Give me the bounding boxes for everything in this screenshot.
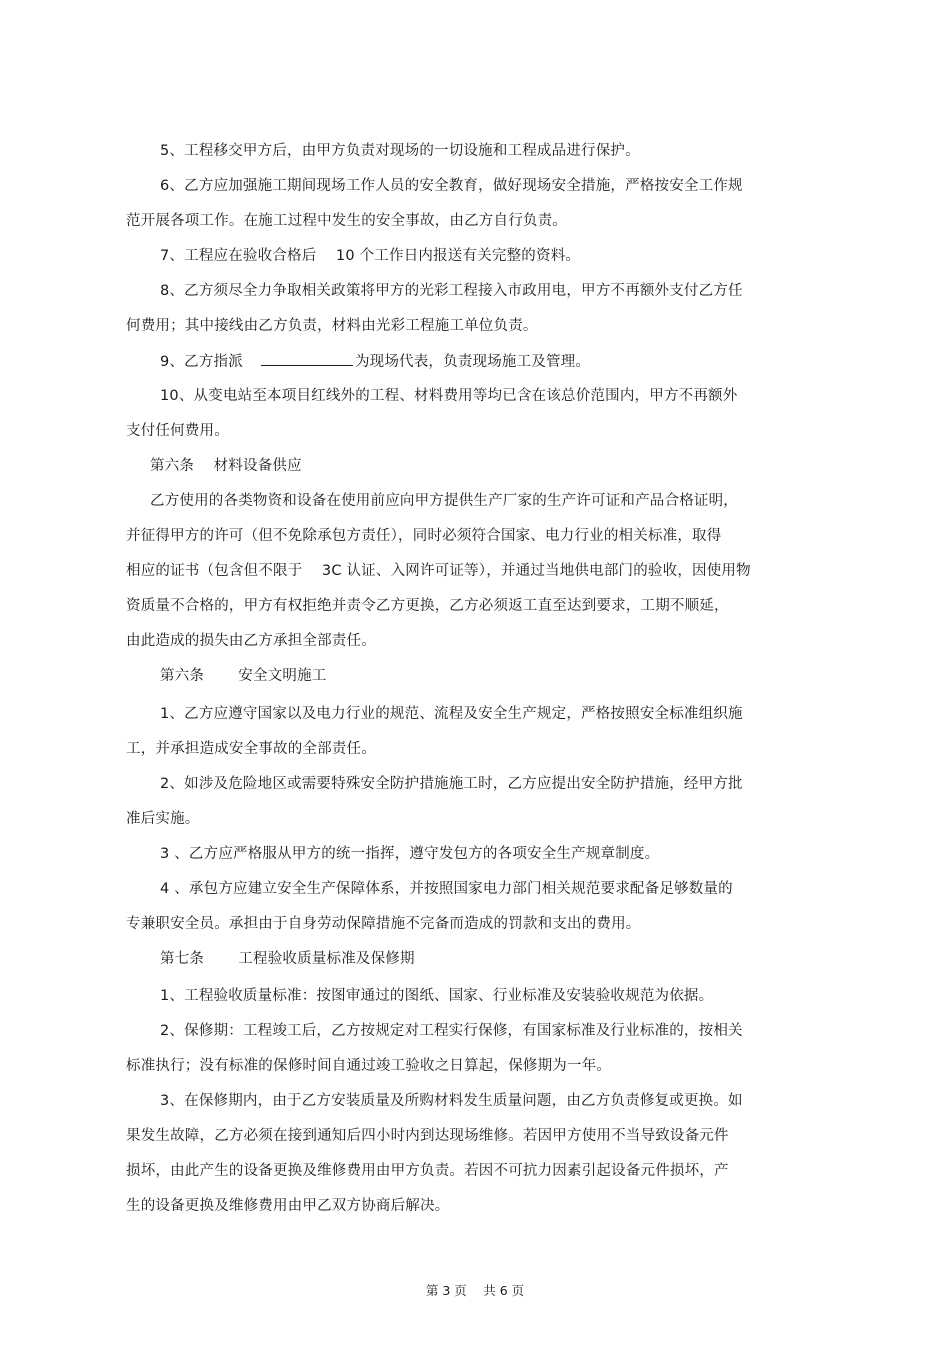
acceptance-item-3-line-1: 3、在保修期内，由于乙方安装质量及所购材料发生质量问题，由乙方负责修复或更换。如	[160, 1093, 743, 1109]
clause-8-line-1: 8、乙方须尽全力争取相关政策将甲方的光彩工程接入市政用电，甲方不再额外支付乙方任	[160, 283, 743, 299]
safety-item-4-line-2: 专兼职安全员。承担由于自身劳动保障措施不完备而造成的罚款和支出的费用。	[126, 916, 641, 932]
acceptance-item-3-line-3: 损坏，由此产生的设备更换及维修费用由甲方负责。若因不可抗力因素引起设备元件损坏，产	[126, 1163, 729, 1179]
clause-7-line: 7、工程应在验收合格后 10 个工作日内报送有关完整的资料。	[160, 248, 581, 264]
safety-item-2-line-2: 准后实施。	[126, 811, 200, 827]
safety-item-2-line-1: 2、如涉及危险地区或需要特殊安全防护措施施工时，乙方应提出安全防护措施，经甲方批	[160, 776, 743, 792]
page-footer	[0, 1282, 950, 1300]
article-heading-safety: 第六条 安全文明施工	[160, 668, 327, 684]
materials-para-line-1: 乙方使用的各类物资和设备在使用前应向甲方提供生产厂家的生产许可证和产品合格证明，	[150, 493, 738, 509]
page-number-label: 第 3 页 共 6 页	[425, 1283, 525, 1298]
clause-8-line-2: 何费用；其中接线由乙方负责，材料由光彩工程施工单位负责。	[126, 318, 538, 334]
materials-para-line-2: 并征得甲方的许可（但不免除承包方责任），同时必须符合国家、电力行业的相关标准，取得	[126, 528, 722, 544]
safety-item-1-line-2: 工，并承担造成安全事故的全部责任。	[126, 741, 376, 757]
clause-9-prefix: 9、乙方指派	[160, 354, 243, 370]
acceptance-item-3-line-2: 果发生故障，乙方必须在接到通知后四小时内到达现场维修。若因甲方使用不当导致设备元件	[126, 1128, 729, 1144]
materials-para-line-5: 由此造成的损失由乙方承担全部责任。	[126, 633, 376, 649]
safety-item-1-line-1: 1、乙方应遵守国家以及电力行业的规范、流程及安全生产规定，严格按照安全标准组织施	[160, 706, 743, 722]
materials-para-line-3: 相应的证书（包含但不限于 3C 认证、入网许可证等），并通过当地供电部门的验收，因使用物	[126, 563, 751, 579]
representative-blank-field[interactable]	[261, 351, 353, 366]
acceptance-item-2-line-2: 标准执行；没有标准的保修时间自通过竣工验收之日算起，保修期为一年。	[126, 1058, 612, 1074]
clause-5-line: 5、工程移交甲方后，由甲方负责对现场的一切设施和工程成品进行保护。	[160, 143, 640, 159]
acceptance-item-1-line: 1、工程验收质量标准：按图审通过的图纸、国家、行业标准及安装验收规范为依据。	[160, 988, 714, 1004]
safety-item-4-line-1: 4 、承包方应建立安全生产保障体系，并按照国家电力部门相关规范要求配备足够数量的	[160, 881, 733, 897]
clause-9-suffix: 为现场代表，负责现场施工及管理。	[354, 354, 591, 370]
clause-9-line	[160, 351, 590, 372]
clause-10-line-2: 支付任何费用。	[126, 423, 229, 439]
clause-10-line-1: 10、从变电站至本项目红线外的工程、材料费用等均已含在该总价范围内，甲方不再额外	[160, 388, 738, 404]
safety-item-3-line: 3 、乙方应严格服从甲方的统一指挥，遵守发包方的各项安全生产规章制度。	[160, 846, 660, 862]
clause-6-line-2: 范开展各项工作。在施工过程中发生的安全事故，由乙方自行负责。	[126, 213, 567, 229]
article-heading-materials: 第六条 材料设备供应	[150, 458, 302, 474]
acceptance-item-2-line-1: 2、保修期：工程竣工后，乙方按规定对工程实行保修，有国家标准及行业标准的，按相关	[160, 1023, 743, 1039]
materials-para-line-4: 资质量不合格的，甲方有权拒绝并责令乙方更换，乙方必须返工直至达到要求，工期不顺延，	[126, 598, 729, 614]
clause-6-line-1: 6、乙方应加强施工期间现场工作人员的安全教育，做好现场安全措施，严格按安全工作规	[160, 178, 743, 194]
acceptance-item-3-line-4: 生的设备更换及维修费用由甲乙双方协商后解决。	[126, 1198, 450, 1214]
article-heading-acceptance: 第七条 工程验收质量标准及保修期	[160, 951, 415, 967]
